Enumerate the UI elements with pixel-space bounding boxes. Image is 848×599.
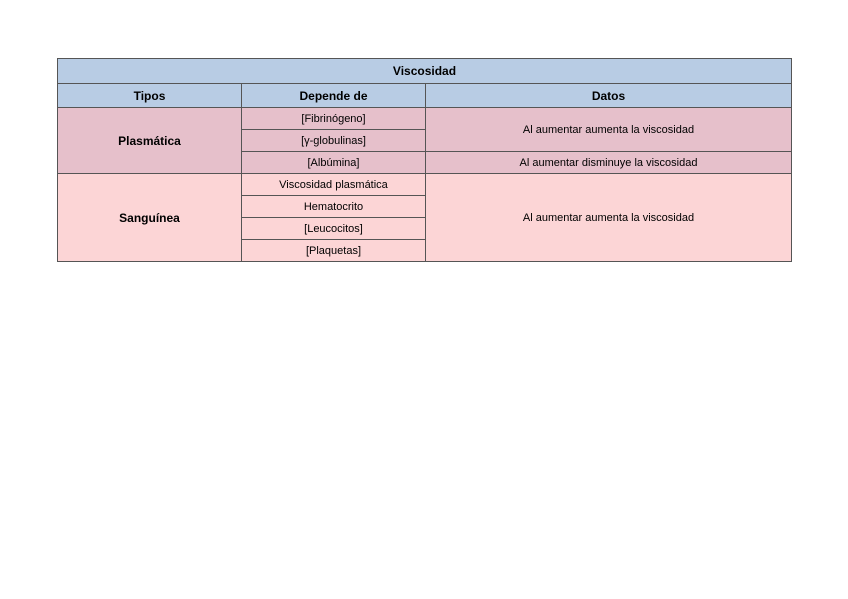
depends-fibrinogeno: [Fibrinógeno]: [242, 108, 426, 130]
depends-globulinas: [γ-globulinas]: [242, 130, 426, 152]
depends-hematocrito: Hematocrito: [242, 196, 426, 218]
table-row: [58, 108, 792, 130]
viscosity-table: [57, 58, 792, 262]
data-plasmatica-increase: Al aumentar aumenta la viscosidad: [426, 108, 792, 152]
depends-albumina: [Albúmina]: [242, 152, 426, 174]
table-title: Viscosidad: [58, 59, 792, 84]
header-tipos: Tipos: [58, 84, 242, 108]
type-sanguinea: Sanguínea: [58, 174, 242, 262]
type-plasmatica: Plasmática: [58, 108, 242, 174]
table-row: [58, 174, 792, 196]
depends-viscosidad-plasmatica: Viscosidad plasmática: [242, 174, 426, 196]
data-sanguinea: Al aumentar aumenta la viscosidad: [426, 174, 792, 262]
header-row: [58, 84, 792, 108]
header-datos: Datos: [426, 84, 792, 108]
depends-plaquetas: [Plaquetas]: [242, 240, 426, 262]
depends-leucocitos: [Leucocitos]: [242, 218, 426, 240]
header-depende-de: Depende de: [242, 84, 426, 108]
title-row: [58, 59, 792, 84]
data-plasmatica-decrease: Al aumentar disminuye la viscosidad: [426, 152, 792, 174]
